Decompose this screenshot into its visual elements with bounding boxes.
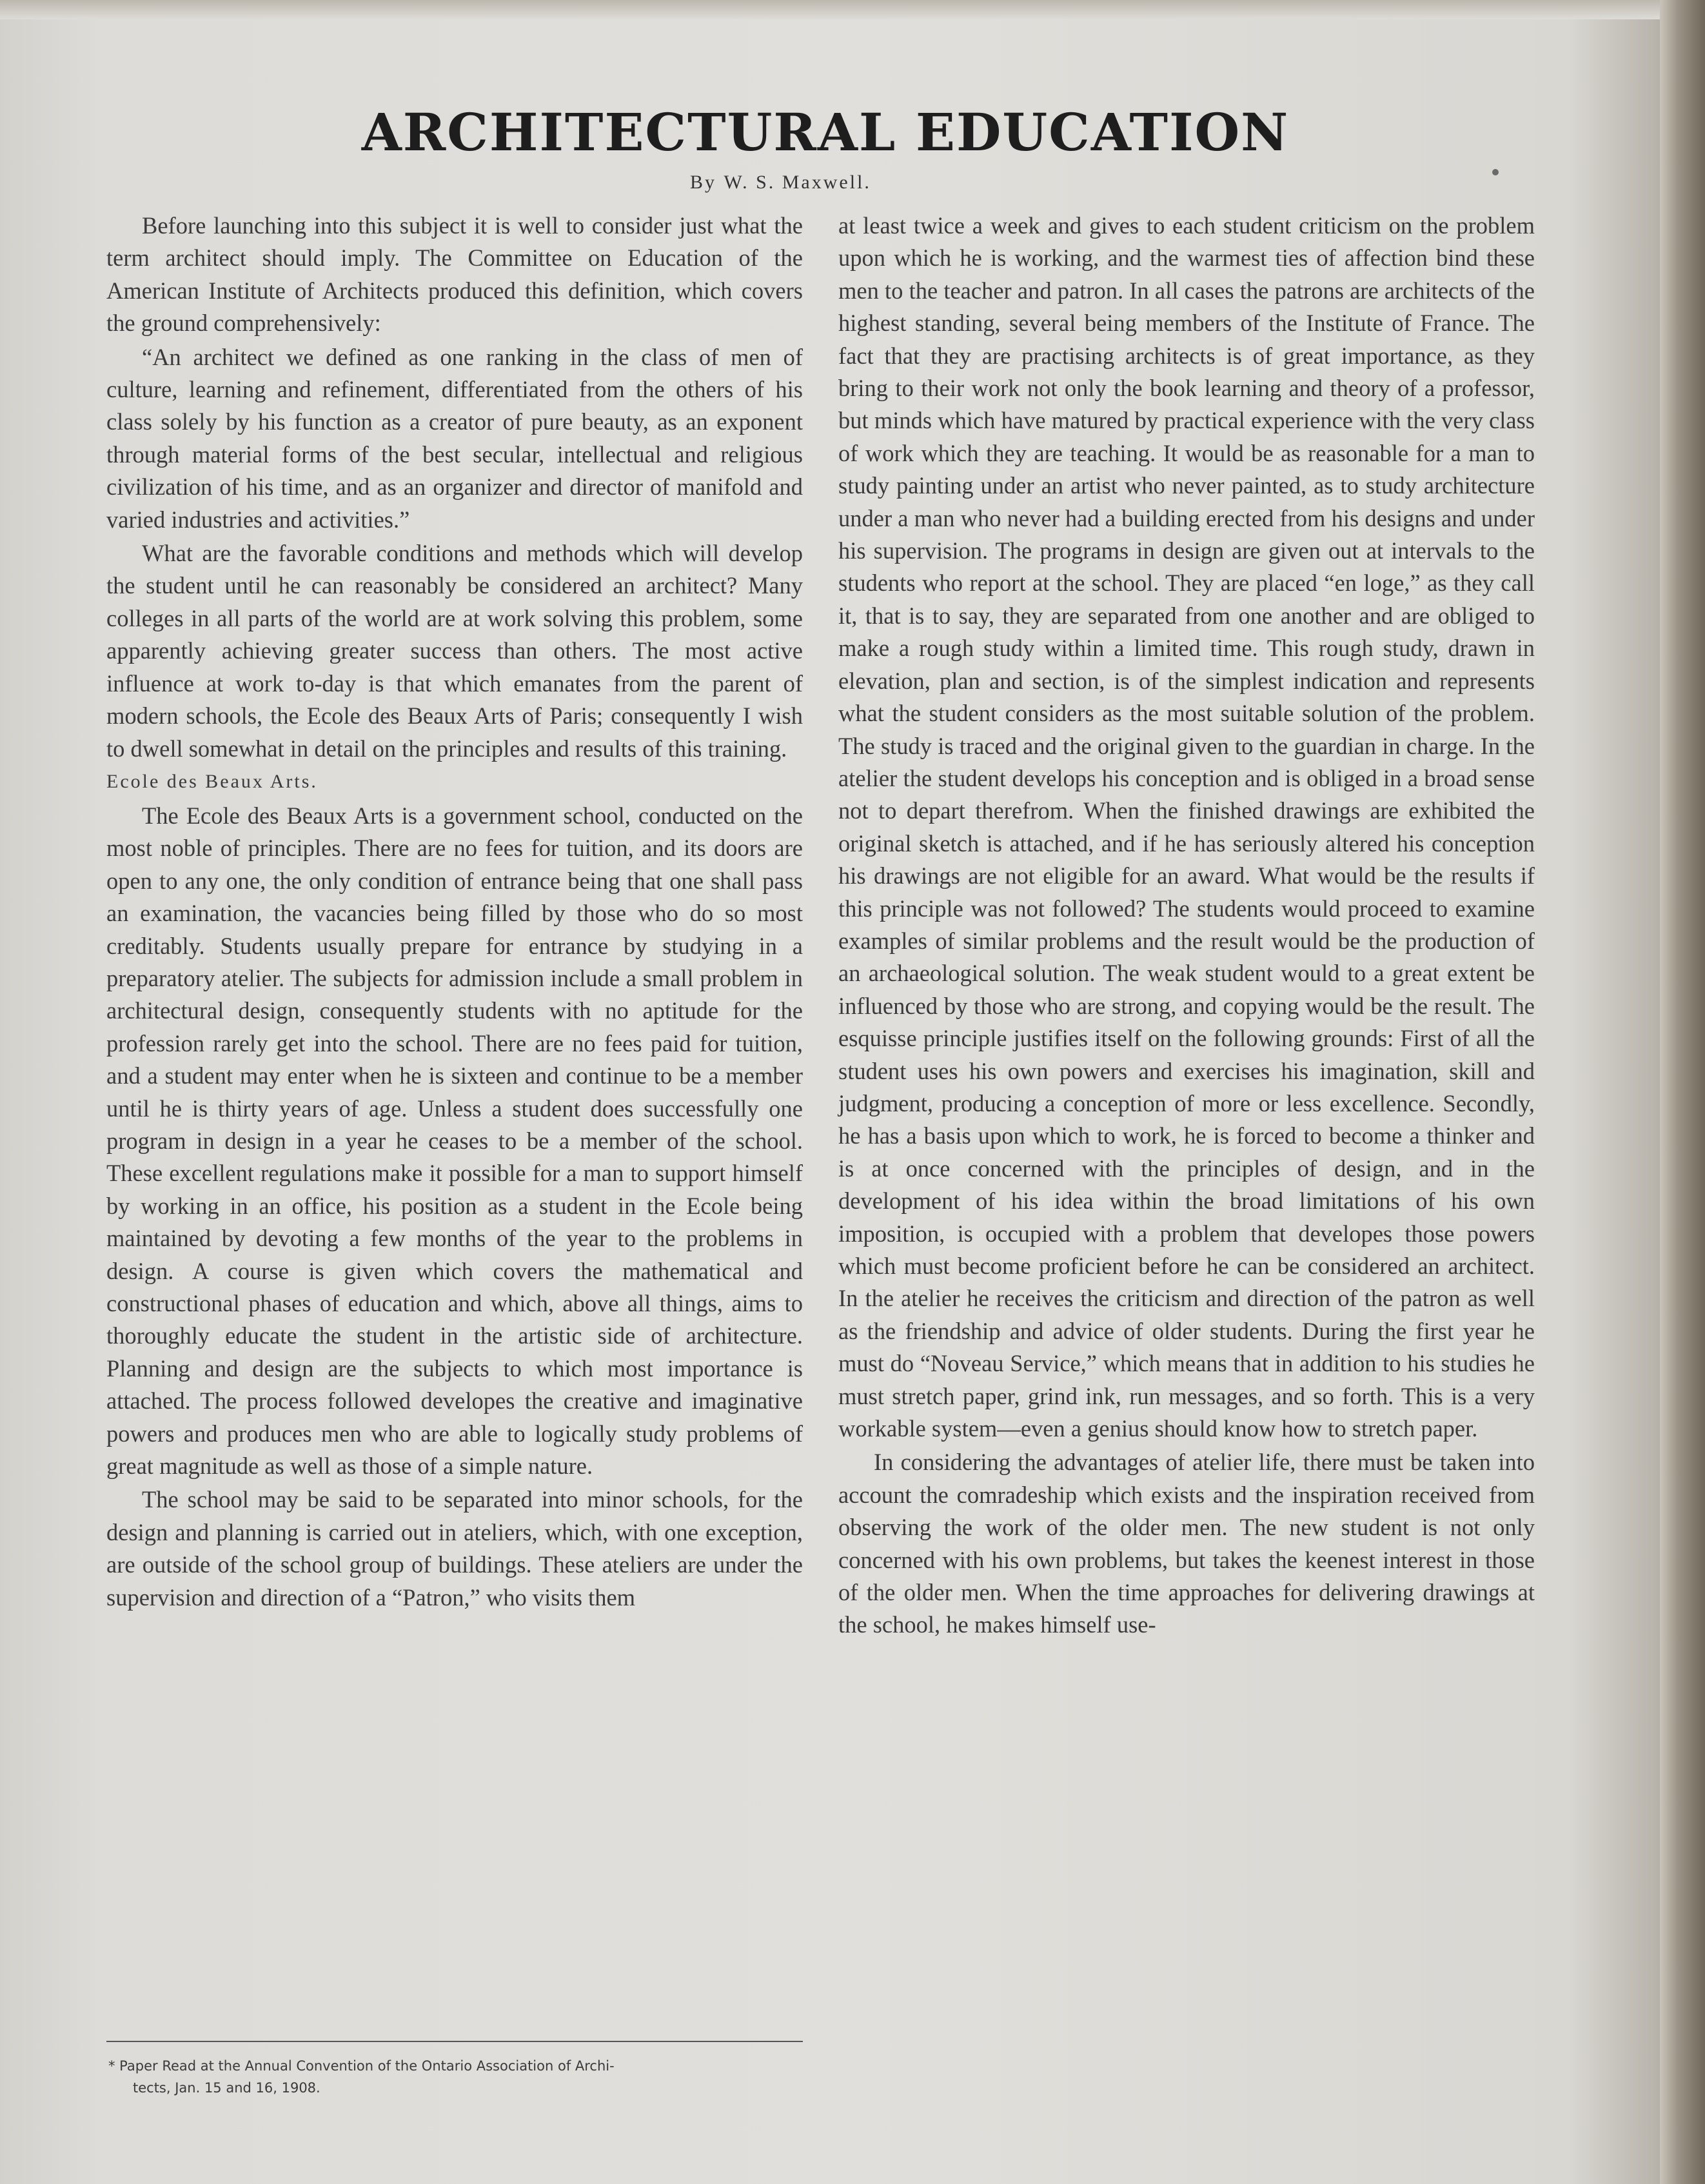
byline-prefix: By — [690, 172, 717, 193]
right-column — [838, 210, 1535, 1642]
footnote-rule — [106, 2041, 803, 2042]
left-column — [106, 210, 803, 1614]
page-top-edge — [0, 0, 1705, 19]
footnote — [108, 2055, 798, 2099]
paragraph: What are the favorable conditions and methods which will develop the student until he can reasonably be considered an architect? Many colleges in all parts of the world are at work solving this problem, some apparently achieving greater success than others. The most active influence at work to-day is that which emanates from the parent of modern schools, the Ecole des Beaux Arts of Paris; consequently I wish to dwell somewhat in detail on the principles and results of this training. — [106, 540, 803, 762]
byline-author: W. S. Maxwell. — [724, 172, 871, 193]
paragraph: The Ecole des Beaux Arts is a government school, conducted on the most noble of principles. There are no fees for tuition, and its doors are open to any one, the only condition of entrance being that one shall pass an examination, the vacancies being filled by those who do so most creditably. Students usually prepare for entrance by studying in a preparatory atelier. The subjects for admission include a small problem in architectural design, consequently students with no aptitude for the profession rarely get into the school. There are no fees paid for tuition, and a student may enter when he is sixteen and continue to be a member until he is thirty years of age. Unless a student does successfully one program in design in a year he ceases to be a member of the school. These excellent regulations make it possible for a man to support himself by working in an office, his position as a student in the Ecole being maintained by devoting a few months of the year to the problems in design. A course is given which covers the mathematical and constructional phases of education and which, above all things, aims to thoroughly educate the student in the artistic side of architecture. Planning and design are the subjects to which most importance is attached. The process followed developes the creative and imaginative powers and produces men who are able to logically study problems of great magnitude as well as those of a simple nature. — [106, 802, 803, 1480]
footnote-line: tects, Jan. 15 and 16, 1908. — [133, 2080, 320, 2096]
article-title: ARCHITECTURAL EDUCATION — [361, 102, 1290, 163]
section-heading: Ecole des Beaux Arts. — [106, 770, 318, 792]
paragraph: The school may be said to be separated into minor schools, for the design and planning is carried out in ateliers, which, with one exception, are outside of the school group of buildings. These ateliers are under the supervision and direction of a “Patron,” who visits them — [106, 1486, 803, 1611]
paragraph-quotation: “An architect we defined as one ranking in the class of men of culture, learning and refinement, differentiated from the others of his class solely by his function as a creator of pure beauty, as an exponent through material forms of the best secular, intellectual and religious civilization of his time, and as an organizer and director of manifold and varied industries and activities.” — [106, 343, 803, 533]
book-spine-edge — [1660, 0, 1705, 2184]
article-byline — [690, 166, 871, 195]
paragraph-continued: at least twice a week and gives to each student criticism on the problem upon which he is working, and the warmest ties of affection bind these men to the teacher and patron. In all cases the patrons are architects of the highest standing, several being members of the Institute of France. The fact that they are practising architects is of great importance, as they bring to their work not only the book learning and theory of a professor, but minds which have matured by practical experience with the very class of work which they are teaching. It would be as reasonable for a man to study painting under an artist who never painted, as to study architecture under a man who never had a building erected from his designs and under his supervision. The programs in design are given out at intervals to the students who report at the school. They are placed “en loge,” as they call it, that is to say, they are separated from one another and are obliged to make a rough study within a limited time. This rough study, drawn in elevation, plan and section, is of the simplest indication and represents what the student considers as the most suitable solution of the problem. The study is traced and the original given to the guardian in charge. In the atelier the student develops his conception and is obliged in a broad sense not to depart therefrom. When the finished drawings are exhibited the original sketch is attached, and if he has seriously altered his conception his drawings are not eligible for an award. What would be the results if this principle was not followed? The students would proceed to examine examples of similar problems and the result would be the production of an archaeological solution. The weak student would to a great extent be influenced by those who are strong, and copying would be the result. The esquisse principle justifies itself on the following grounds: First of all the student uses his own powers and exercises his imagination, skill and judgment, producing a conception of more or less excellence. Secondly, he has a basis upon which to work, he is forced to become a thinker and is at once concerned with the principles of design, and in the development of his idea within the broad limitations of his own imposition, is occupied with a problem that developes those powers which must become proficient before he can be considered an architect. In the atelier he receives the criticism and direction of the patron as well as the friendship and advice of older students. During the first year he must do “Noveau Service,” which means that in addition to his studies he must stretch paper, grind ink, run messages, and so forth. This is a very workable system—even a genius should know how to stretch paper. — [838, 212, 1535, 1442]
ink-speck — [1492, 169, 1499, 175]
footnote-line: * Paper Read at the Annual Convention of the Ontario Association of Archi- — [108, 2058, 615, 2074]
paragraph: In considering the advantages of atelier life, there must be taken into account the comradeship which exists and the inspiration received from observing the work of the older men. The new student is not only concerned with his own problems, but takes the keenest interest in those of the older men. When the time approaches for delivering drawings at the school, he makes himself use- — [838, 1449, 1535, 1638]
paragraph: Before launching into this subject it is well to consider just what the term architect should imply. The Committee on Education of the American Institute of Architects produced this definition, which covers the ground comprehensively: — [106, 212, 803, 337]
